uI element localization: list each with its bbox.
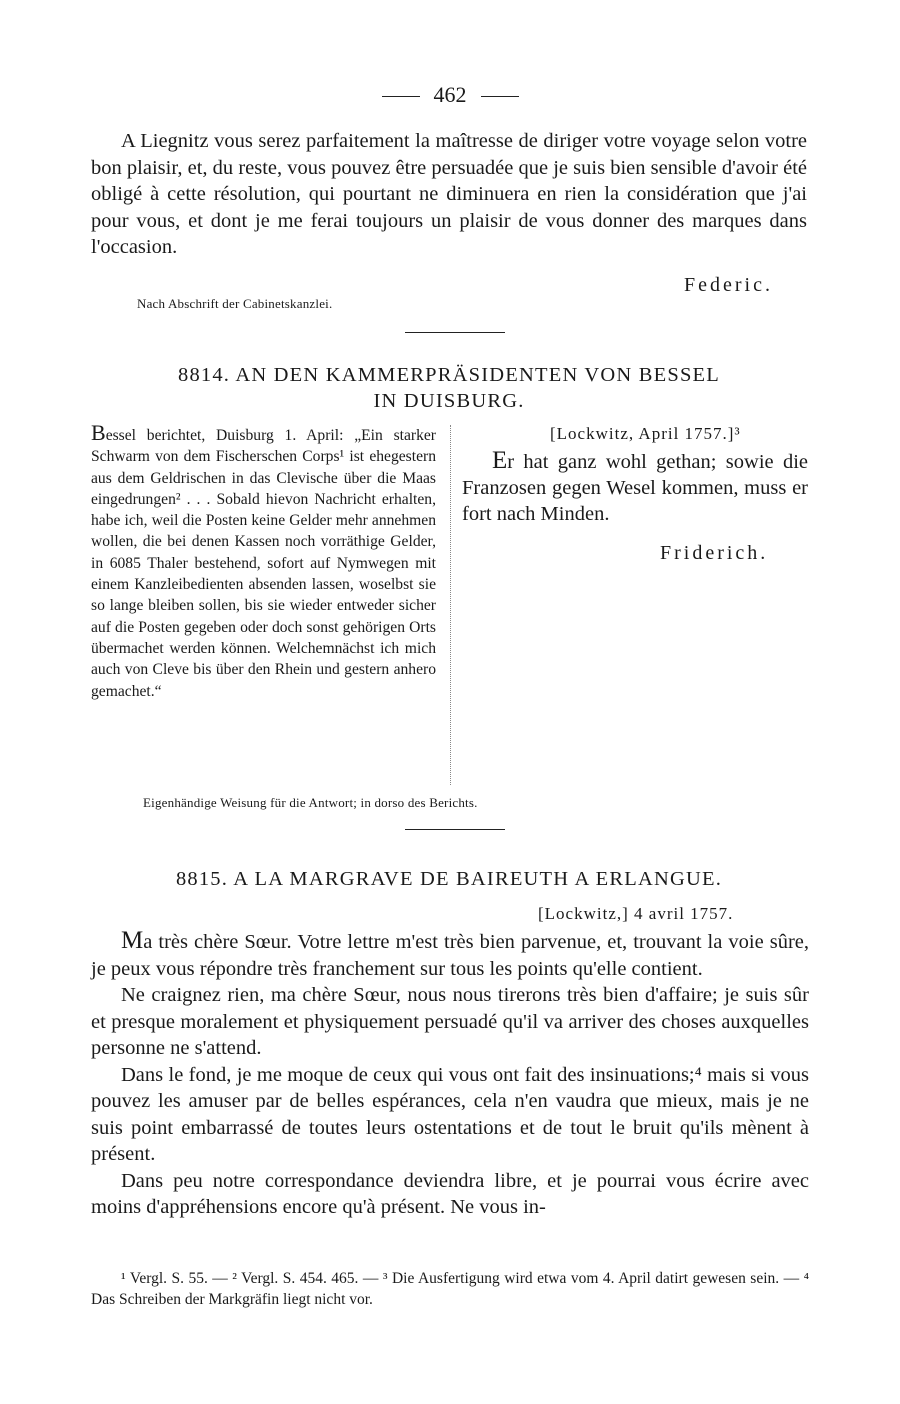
letter-8815-paragraph-4: Dans peu notre correspondance deviendra libre, et je pourrai vous écrire avec moins d'appréhensions encore qu'à présent. Ne vous in- bbox=[91, 1169, 809, 1218]
letter-8813-source-note: Nach Abschrift der Cabinetskanzlei. bbox=[137, 296, 333, 311]
letter-8815-p1-text: a très chère Sœur. Votre lettre m'est très bien parvenue, et, trouvant la voie sûre, je peux vous répondre très franchement sur tous les points qu'elle contient. bbox=[91, 931, 809, 980]
letter-8813-signature: Federic. bbox=[684, 274, 773, 296]
letter-8814-signature: Friderich. bbox=[660, 542, 769, 564]
letter-8814-dateline: [Lockwitz, April 1757.]³ bbox=[550, 424, 741, 443]
footnotes: ¹ Vergl. S. 55. — ² Vergl. S. 454. 465. — ³ Die Ausfertigung wird etwa vom 4. April datirt gewesen sein. — ⁴ Das Schreiben der Markgräfin liegt nicht vor. bbox=[91, 1270, 809, 1308]
letter-8815-paragraph-2: Ne craignez rien, ma chère Sœur, nous nous tirerons très bien d'affaire; je suis sûr et presque moralement et physiquement persuadé qu'il va arriver des choses auxquelles personne ne s'attend. bbox=[91, 984, 809, 1059]
report-text: essel berichtet, Duisburg 1. April: „Ein starker Schwarm von dem Fischerschen Corps¹ ist ehegestern aus dem Geldrischen in das Clevische über die Maas eingedrungen² . . . Sobald hievon Nachricht erhalten, habe ich, weil die Posten keine Gelder mehr annehmen wollen, die bei denen Kassen noch vorräthige Gelder, in 6085 Thaler bestehend, sofort auf Nymwegen mit einem Kanzleibedienten absenden lassen, woselbst sie so lange bleiben sollen, bis sie wieder entweder sicher auf die Posten gegeben oder doch sonst gehörigen Orts übermachet werden können. Welchemnächst ich mich auch von Cleve bis über den Rhein und gestern anhero gemachet.“ bbox=[91, 427, 436, 700]
letter-8814-heading-line1: 8814. AN DEN KAMMERPRÄSIDENTEN VON BESSEL bbox=[178, 364, 720, 386]
reply-initial: E bbox=[492, 447, 508, 474]
page-number-line bbox=[0, 82, 900, 108]
right-dash bbox=[481, 96, 519, 97]
reply-body: r hat ganz wohl gethan; sowie die Franzosen gegen Wesel kommen, muss er fort nach Minden. bbox=[462, 451, 808, 525]
letter-8815-body bbox=[91, 928, 809, 1221]
letter-8813-body: A Liegnitz vous serez parfaitement la maîtresse de diriger votre voyage selon votre bon plaisir, et, du reste, vous pouvez être persuadée que je suis bien sensible d'avoir été obligé à cette résolution, qui pourtant ne diminuera en rien la considération que j'ai pour vous, et dont je me ferai toujours un plaisir de vous donner des marques dans l'occasion. bbox=[91, 130, 807, 258]
left-dash bbox=[382, 96, 420, 97]
reply-text bbox=[462, 448, 808, 527]
letter-8815-paragraph-1 bbox=[91, 928, 809, 982]
letter-8814-heading bbox=[91, 362, 807, 414]
section-rule bbox=[405, 332, 505, 333]
report-initial: B bbox=[91, 420, 106, 445]
section-rule-2 bbox=[405, 829, 505, 830]
letter-8814-source-note: Eigenhändige Weisung für die Antwort; in dorso des Berichts. bbox=[143, 795, 478, 810]
letter-8814-heading-line2: IN DUISBURG. bbox=[373, 390, 525, 412]
letter-8815-dateline: [Lockwitz,] 4 avril 1757. bbox=[538, 904, 734, 923]
page-number: 462 bbox=[433, 82, 467, 107]
column-divider bbox=[450, 425, 451, 785]
letter-8815-heading: 8815. A LA MARGRAVE DE BAIREUTH A ERLANGUE. bbox=[175, 868, 723, 890]
letter-8815-paragraph-3: Dans le fond, je me moque de ceux qui vous ont fait des insinuations;⁴ mais si vous pouvez les amuser par de belles espérances, cela n'en vaudra que mieux, mais je ne suis point embarrassé de toutes leurs ostentations et de tout le bruit qu'ils mènent à présent. bbox=[91, 1063, 809, 1165]
report-summary bbox=[91, 422, 436, 702]
letter-8815-initial: M bbox=[121, 927, 144, 954]
